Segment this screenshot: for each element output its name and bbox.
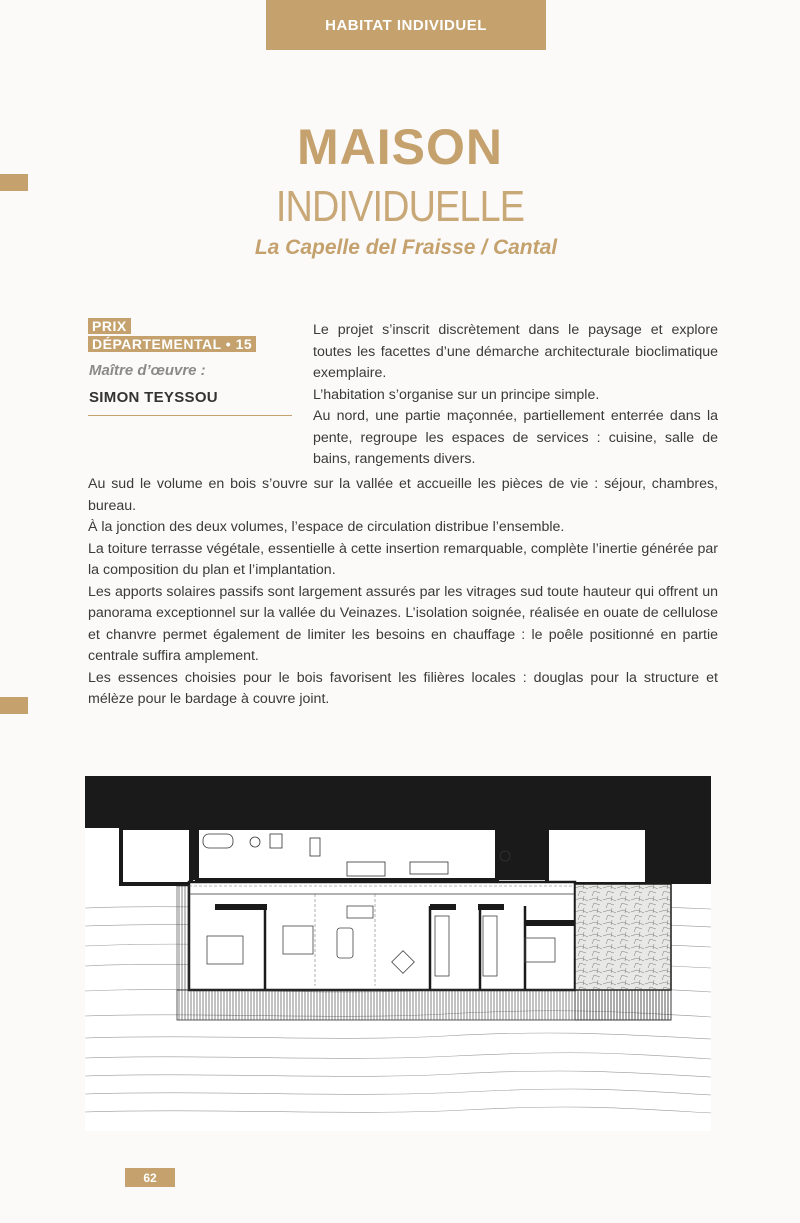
- paragraph: Au sud le volume en bois s’ouvre sur la vallée et accueille les pièces de vie : séjour, chambres, bureau.: [88, 476, 718, 514]
- section-label: HABITAT INDIVIDUEL: [325, 16, 487, 34]
- architect-name: SIMON TEYSSOU: [89, 389, 218, 406]
- body-text: [88, 474, 718, 711]
- section-banner: [266, 0, 546, 50]
- paragraph: Les apports solaires passifs sont largement assurés par les vitrages sud toute hauteur qui offrent un panorama exceptionnel sur la vallée du Veinazes. L’isolation soignée, réalisée en ouate de cellulose et chanvre permet également de limiter les besoins en chauffage : le poêle positionné en partie centrale suffira amplement.: [88, 583, 718, 664]
- page-subtitle: La Capelle del Fraisse / Cantal: [254, 236, 558, 259]
- paragraph: Au nord, une partie maçonnée, partiellement enterrée dans la pente, regroupe les espaces de services : cuisine, salle de bains, rangements divers.: [313, 408, 718, 467]
- paragraph: L’habitation s’organise sur un principe simple.: [313, 386, 600, 403]
- award-line-1: PRIX: [88, 318, 131, 334]
- side-tab-bottom: [0, 697, 28, 714]
- paragraph: Les essences choisies pour le bois favorisent les filières locales : douglas pour la structure et mélèze pour le bardage à couvre joint.: [88, 669, 718, 707]
- page-number: 62: [125, 1168, 175, 1187]
- page-title: MAISON: [297, 119, 503, 175]
- page-title-secondary: INDIVIDUELLE: [275, 182, 525, 231]
- paragraph: À la jonction des deux volumes, l’espace de circulation distribue l’ensemble.: [88, 519, 565, 535]
- award-badge: [88, 318, 270, 354]
- divider-rule: [88, 415, 292, 416]
- paragraph: Le projet s’inscrit discrètement dans le paysage et explore toutes les facettes d’une démarche architecturale bioclimatique exemplaire.: [313, 322, 718, 381]
- floor-plan: [85, 776, 711, 1131]
- award-line-2: DÉPARTEMENTAL • 15: [88, 336, 256, 352]
- paragraph: La toiture terrasse végétale, essentielle à cette insertion remarquable, complète l’inertie générée par la composition du plan et l’implantation.: [88, 540, 718, 578]
- maitre-label: Maître d’œuvre :: [89, 362, 206, 379]
- intro-column: [313, 320, 718, 471]
- side-tab-top: [0, 174, 28, 191]
